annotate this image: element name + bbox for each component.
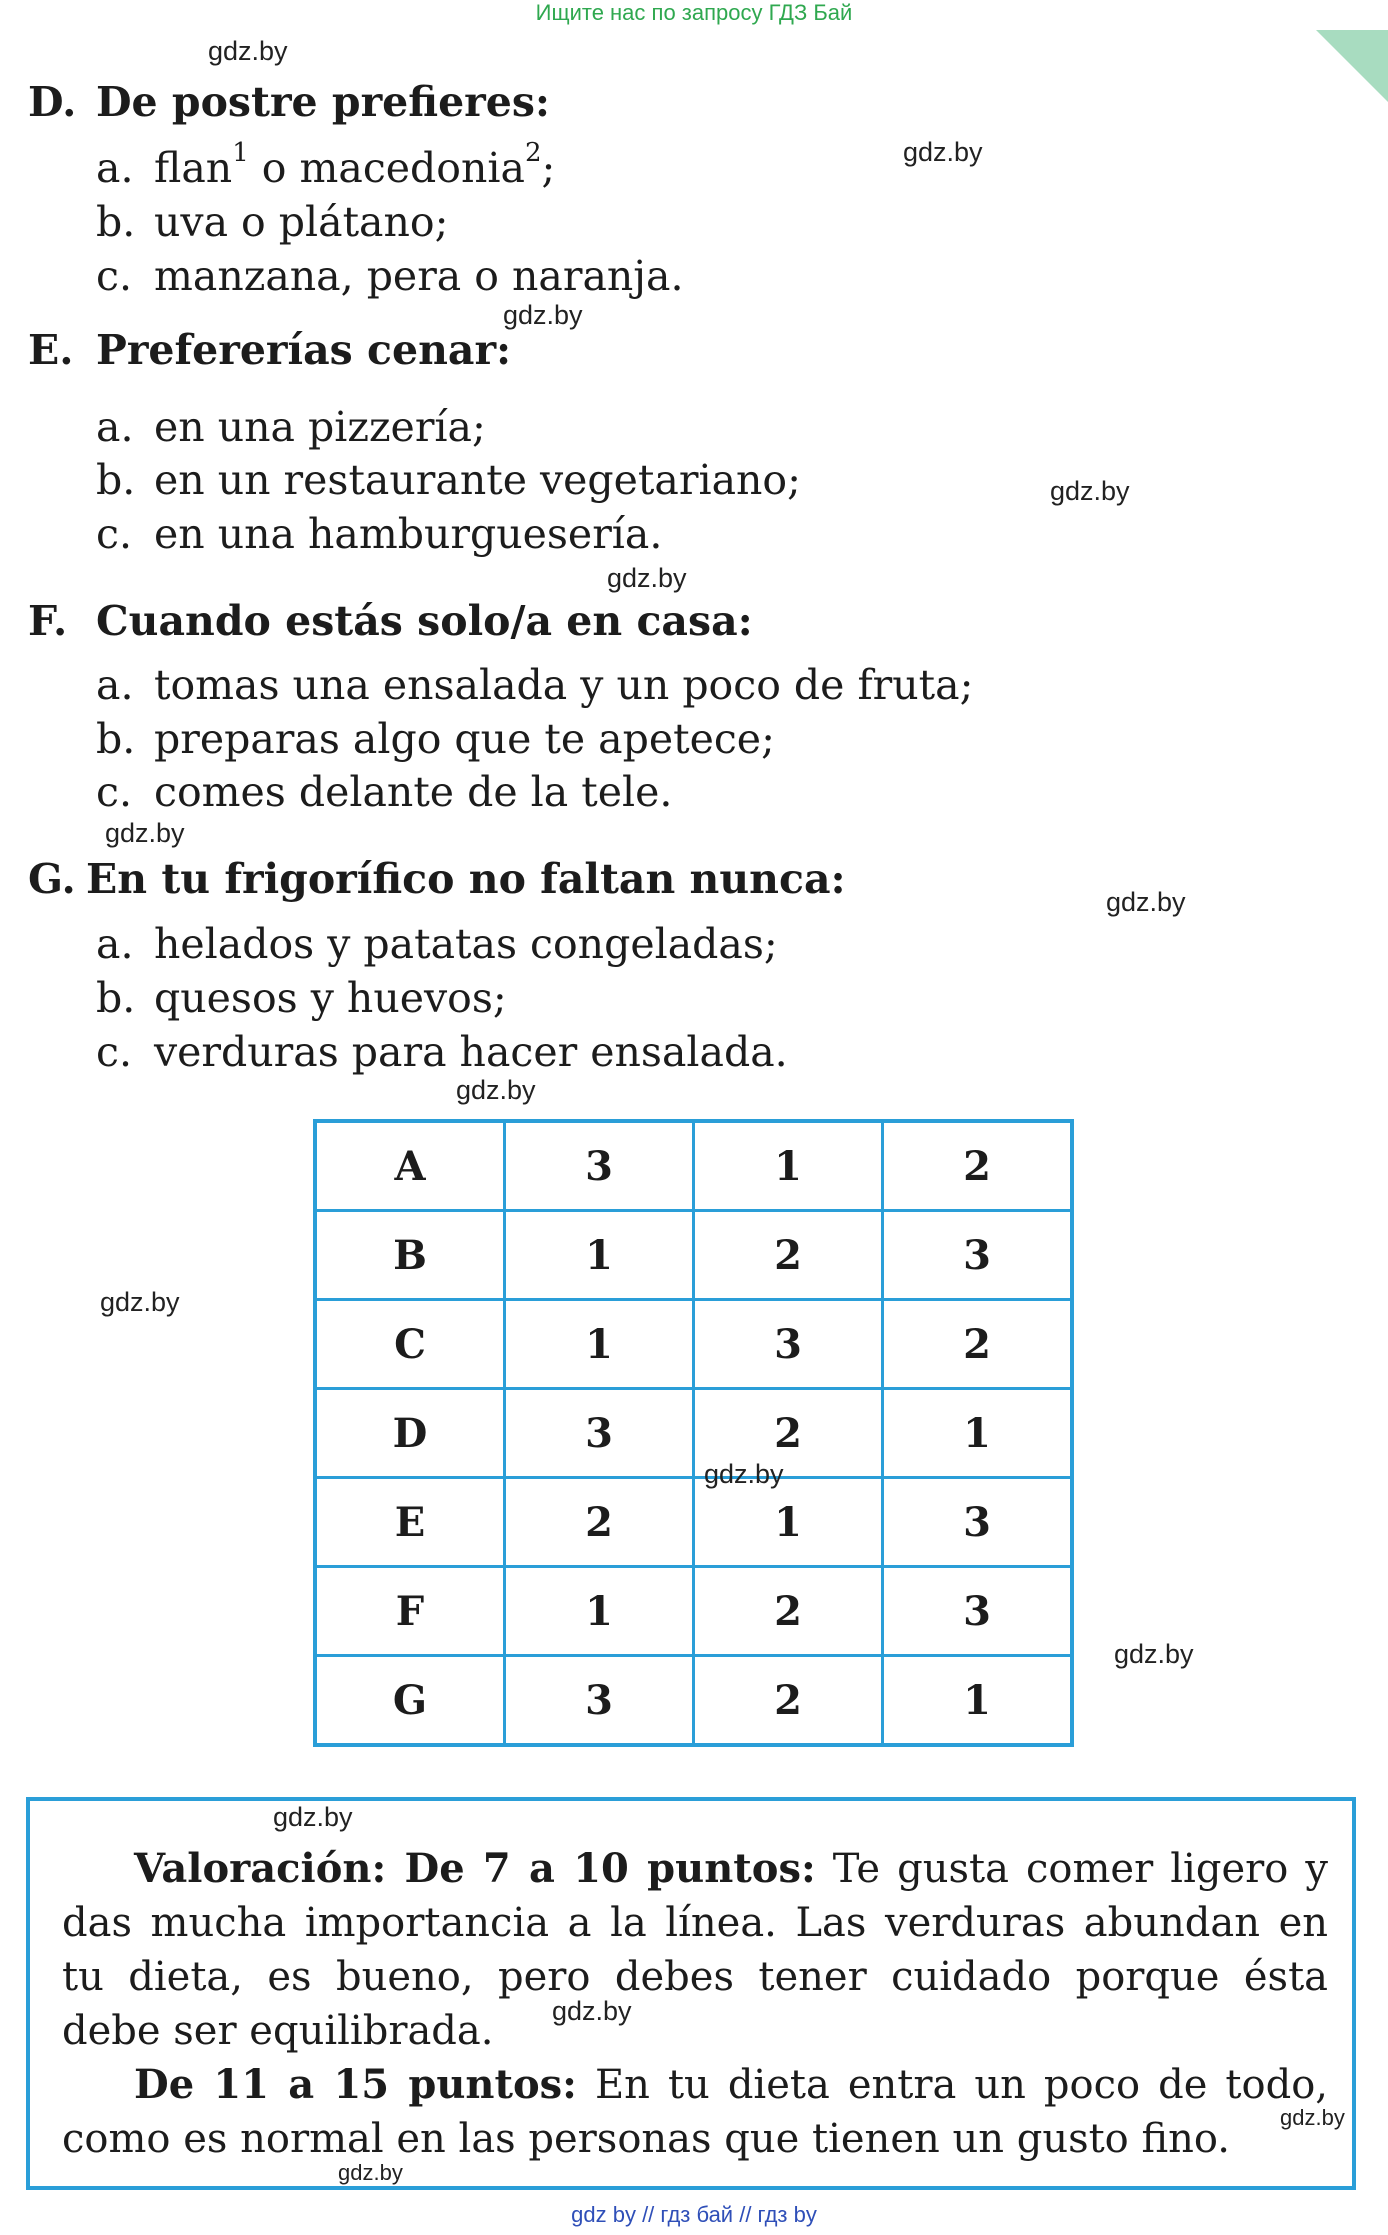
table-cell: 1: [883, 1389, 1073, 1478]
option-text: verduras para hacer ensalada.: [154, 1028, 788, 1076]
table-cell: G: [315, 1656, 505, 1746]
table-row: [315, 1211, 1072, 1300]
table-row: [315, 1300, 1072, 1389]
table-cell: 1: [505, 1567, 694, 1656]
table-cell: 3: [694, 1300, 883, 1389]
question-f: [28, 597, 753, 645]
table-cell: 2: [694, 1211, 883, 1300]
score-table: [313, 1119, 1074, 1747]
table-cell: 2: [694, 1389, 883, 1478]
valoracion-text: [62, 1842, 1328, 2166]
question-g: [28, 855, 846, 903]
table-row: [315, 1389, 1072, 1478]
question-text: En tu frigorífico no faltan nunca:: [86, 855, 846, 903]
table-cell: 2: [883, 1300, 1073, 1389]
watermark: gdz.by: [456, 1075, 536, 1105]
table-cell: 2: [694, 1656, 883, 1746]
table-cell: 3: [883, 1211, 1073, 1300]
option-text: quesos y huevos;: [154, 974, 507, 1022]
table-row: [315, 1567, 1072, 1656]
option-letter: c.: [96, 252, 132, 300]
table-cell: 2: [883, 1121, 1073, 1211]
option-letter: b.: [96, 715, 136, 763]
option-letter: a.: [96, 661, 134, 709]
option-text: manzana, pera o naranja.: [154, 252, 684, 300]
table-cell: 3: [883, 1567, 1073, 1656]
footnote-ref: 2: [524, 138, 542, 169]
question-e: [28, 326, 512, 374]
question-d: [28, 78, 551, 126]
table-cell: 1: [505, 1300, 694, 1389]
option-letter: a.: [96, 144, 134, 192]
table-cell: C: [315, 1300, 505, 1389]
valoracion-paragraph-2: [62, 2058, 1328, 2166]
watermark: gdz.by: [208, 36, 288, 66]
table-cell: E: [315, 1478, 505, 1567]
table-cell: 2: [694, 1567, 883, 1656]
table-cell: 1: [694, 1121, 883, 1211]
option-e-b: [96, 456, 801, 504]
option-letter: b.: [96, 198, 136, 246]
table-cell: 1: [694, 1478, 883, 1567]
option-g-b: [96, 974, 507, 1022]
option-e-a: [96, 403, 486, 451]
valoracion-body: Te gusta comer ligero y das mucha importancia a la línea. Las verduras abundan en tu dieta, es bueno, pero debes tener cuidado porque ésta debe ser equilibrada.: [62, 1846, 1328, 2054]
question-text: De postre prefieres:: [96, 78, 551, 126]
watermark: gdz.by: [1114, 1639, 1194, 1669]
option-f-b: [96, 715, 775, 763]
table-cell: D: [315, 1389, 505, 1478]
table-cell: A: [315, 1121, 505, 1211]
option-text: en una hamburguesería.: [154, 510, 663, 558]
valoracion-paragraph-1: [62, 1842, 1328, 2058]
watermark: gdz.by: [607, 563, 687, 593]
table-cell: 1: [505, 1211, 694, 1300]
table-cell: 3: [505, 1121, 694, 1211]
watermark: gdz.by: [704, 1459, 784, 1489]
corner-tab-decoration: [1316, 30, 1388, 102]
table-cell: 3: [883, 1478, 1073, 1567]
option-f-a: [96, 661, 974, 709]
table-row: [315, 1121, 1072, 1211]
footer-links[interactable]: gdz by // гдз бай // гдз by: [571, 2202, 817, 2227]
table-cell: 3: [505, 1656, 694, 1746]
watermark: gdz.by: [552, 1996, 632, 2026]
watermark: gdz.by: [1280, 2105, 1345, 2130]
option-text: en un restaurante vegetariano;: [154, 456, 801, 504]
table-cell: 3: [505, 1389, 694, 1478]
question-letter: G.: [28, 855, 76, 903]
question-text: Prefererías cenar:: [96, 326, 512, 374]
option-d-b: [96, 198, 449, 246]
table-cell: F: [315, 1567, 505, 1656]
question-letter: E.: [28, 326, 74, 374]
valoracion-body: En tu dieta entra un poco de todo, como es normal en las personas que tienen un gusto fino.: [62, 2062, 1328, 2162]
table-row: [315, 1478, 1072, 1567]
option-text: preparas algo que te apetece;: [154, 715, 775, 763]
option-letter: c.: [96, 768, 132, 816]
table-row: [315, 1656, 1072, 1746]
table-cell: B: [315, 1211, 505, 1300]
option-letter: b.: [96, 456, 136, 504]
question-letter: F.: [28, 597, 68, 645]
option-text: uva o plátano;: [154, 198, 449, 246]
option-text: tomas una ensalada y un poco de fruta;: [154, 661, 974, 709]
table-cell: 1: [883, 1656, 1073, 1746]
option-text-mid: o macedonia: [248, 144, 525, 192]
question-text: Cuando estás solo/a en casa:: [96, 597, 753, 645]
option-f-c: [96, 768, 673, 816]
top-banner[interactable]: Ищите нас по запросу ГДЗ Бай: [535, 0, 853, 25]
valoracion-heading: Valoración: De 7 a 10 puntos:: [134, 1845, 816, 1892]
option-letter: c.: [96, 1028, 132, 1076]
question-letter: D.: [28, 78, 77, 126]
option-text: helados y patatas congeladas;: [154, 920, 778, 968]
option-d-a: [96, 138, 556, 192]
watermark: gdz.by: [1106, 887, 1186, 917]
option-text: comes delante de la tele.: [154, 768, 673, 816]
option-text: en una pizzería;: [154, 403, 486, 451]
watermark: gdz.by: [338, 2160, 403, 2185]
option-g-c: [96, 1028, 788, 1076]
footnote-ref: 1: [232, 138, 249, 169]
option-g-a: [96, 920, 778, 968]
option-letter: c.: [96, 510, 132, 558]
option-letter: a.: [96, 920, 134, 968]
option-letter: b.: [96, 974, 136, 1022]
watermark: gdz.by: [105, 818, 185, 848]
watermark: gdz.by: [503, 300, 583, 330]
watermark: gdz.by: [903, 137, 983, 167]
valoracion-heading: De 11 a 15 puntos:: [134, 2061, 577, 2108]
table-cell: 2: [505, 1478, 694, 1567]
watermark: gdz.by: [1050, 476, 1130, 506]
watermark: gdz.by: [100, 1287, 180, 1317]
option-letter: a.: [96, 403, 134, 451]
watermark: gdz.by: [273, 1802, 353, 1832]
option-e-c: [96, 510, 663, 558]
option-text-end: ;: [541, 144, 556, 192]
option-text: flan: [154, 144, 233, 192]
option-d-c: [96, 252, 684, 300]
